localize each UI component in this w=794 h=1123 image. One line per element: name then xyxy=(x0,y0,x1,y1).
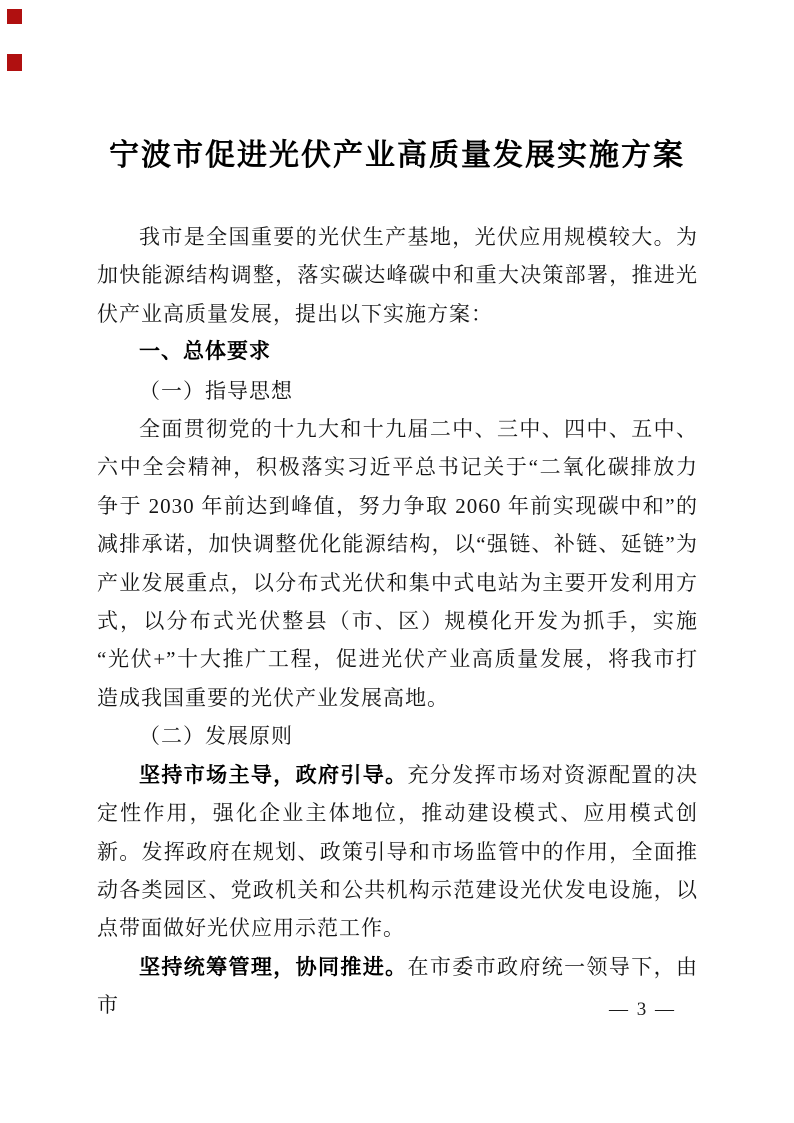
red-stamp-mark-bottom xyxy=(7,54,22,71)
principle-market-text: 充分发挥市场对资源配置的决定性作用，强化企业主体地位，推动建设模式、应用模式创新。发挥政府在规划、政策引导和市场监管中的作用，全面推动各类园区、党政机关和公共机构示范建设光伏发电设施，以点带面做好光伏应用示范工作。 xyxy=(97,762,698,941)
section-heading-overall-requirements: 一、总体要求 xyxy=(139,340,271,364)
principle-coordination-text: 在市委市政府统一领导下，由市 xyxy=(97,954,698,1018)
document-body xyxy=(97,218,698,1025)
page-number: — 3 — xyxy=(609,999,676,1020)
principle-coordination-lead: 坚持统筹管理，协同推进。 xyxy=(139,954,408,979)
red-stamp-mark-top xyxy=(7,9,22,24)
subsection-heading-development-principles: （二）发展原则 xyxy=(139,724,293,749)
document-title: 宁波市促进光伏产业高质量发展实施方案 xyxy=(109,139,685,172)
subsection-heading-guiding-thought: （一）指导思想 xyxy=(139,378,293,403)
principle-market-lead: 坚持市场主导，政府引导。 xyxy=(139,762,408,787)
intro-paragraph: 我市是全国重要的光伏生产基地，光伏应用规模较大。为加快能源结构调整，落实碳达峰碳中和重大决策部署，推进光伏产业高质量发展，提出以下实施方案： xyxy=(97,225,698,326)
principle-coordination-paragraph xyxy=(97,948,698,1025)
principle-market-paragraph xyxy=(97,756,698,948)
guiding-thought-paragraph: 全面贯彻党的十九大和十九届二中、三中、四中、五中、六中全会精神，积极落实习近平总书记关于“二氧化碳排放力争于 2030 年前达到峰值，努力争取 2060 年前实现碳中和”的减排承诺，加快调整优化能源结构，以“强链、补链、延链”为产业发展重点，以分布式光伏和集中式电站为主要开发利用方式，以分布式光伏整县（市、区）规模化开发为抓手，实施“光伏+”十大推广工程，促进光伏产业高质量发展，将我市打造成我国重要的光伏产业发展高地。 xyxy=(97,417,698,710)
